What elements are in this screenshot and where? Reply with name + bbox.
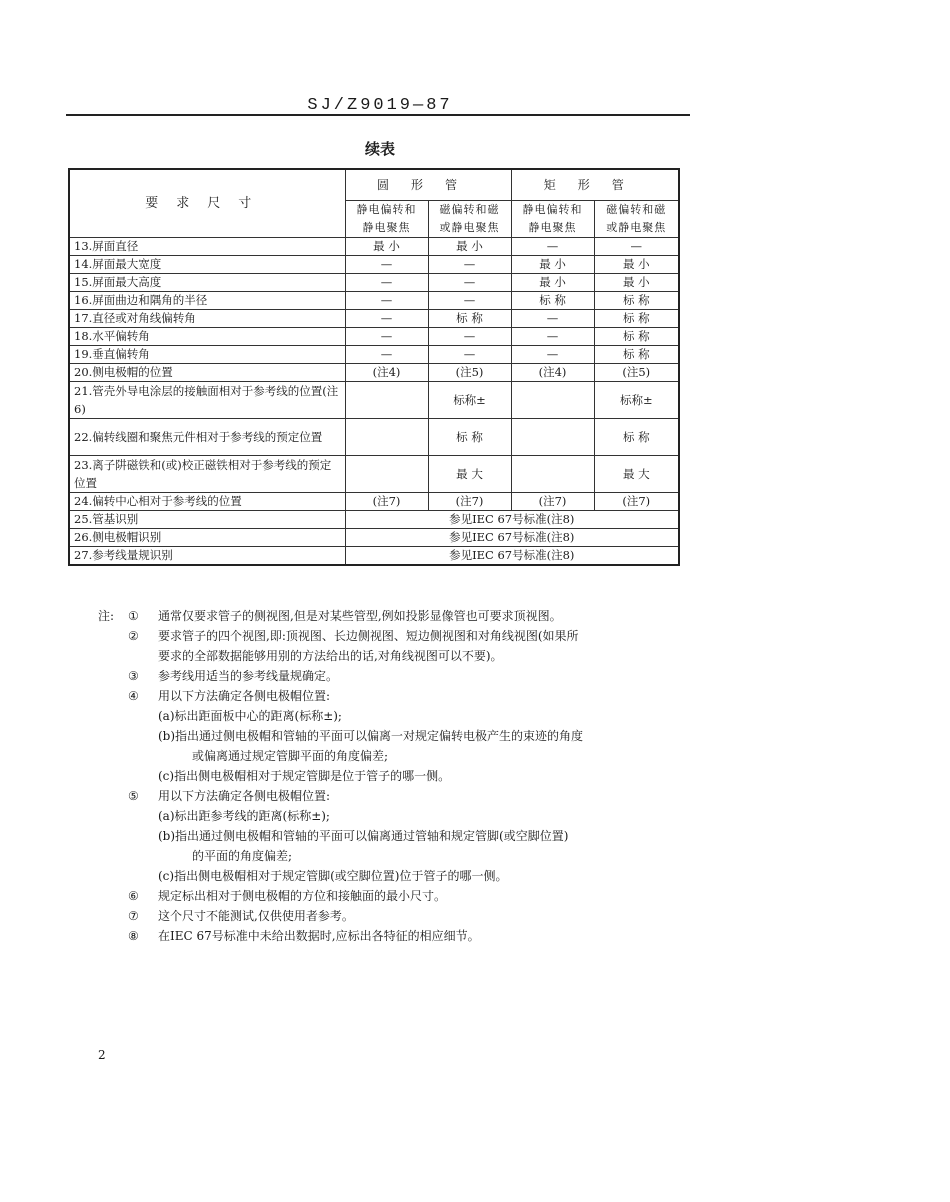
table-cell bbox=[345, 382, 428, 419]
note-4-item-b-continuation: 或偏离通过规定管脚平面的角度偏差; bbox=[192, 749, 389, 763]
requirement-label: 27.参考线量规识别 bbox=[69, 547, 345, 566]
page-number: 2 bbox=[98, 1048, 106, 1062]
table-cell bbox=[345, 419, 428, 456]
table-cell: 最 小 bbox=[511, 274, 594, 292]
requirement-label: 14.屏面最大宽度 bbox=[69, 256, 345, 274]
table-cell: — bbox=[511, 238, 594, 256]
table-cell: (注5) bbox=[428, 364, 511, 382]
table-cell: — bbox=[345, 346, 428, 364]
note-2 bbox=[98, 626, 698, 646]
note-5-item-c: (c)指出侧电极帽相对于规定管脚(或空脚位置)位于管子的哪一侧。 bbox=[158, 869, 508, 883]
table-cell: — bbox=[428, 346, 511, 364]
subheader-cell bbox=[345, 201, 428, 238]
table-row bbox=[69, 238, 679, 256]
note-text: 用以下方法确定各侧电极帽位置: bbox=[158, 789, 331, 803]
table-cell: 标 称 bbox=[428, 310, 511, 328]
note-marker: ⑥ bbox=[128, 889, 139, 903]
note-text: 这个尺寸不能测试,仅供使用者参考。 bbox=[158, 909, 354, 923]
table-row bbox=[69, 493, 679, 511]
table-cell: (注5) bbox=[594, 364, 679, 382]
table-cell: — bbox=[511, 310, 594, 328]
note-4-item-c: (c)指出侧电极帽相对于规定管脚是位于管子的哪一侧。 bbox=[158, 769, 451, 783]
table-cell: 标 称 bbox=[594, 419, 679, 456]
table-row bbox=[69, 456, 679, 493]
table-cell: 标称± bbox=[594, 382, 679, 419]
table-cell: 最 小 bbox=[594, 274, 679, 292]
notes-label: 注: bbox=[98, 609, 115, 623]
table-cell: — bbox=[345, 310, 428, 328]
table-row bbox=[69, 256, 679, 274]
table-cell: 标 称 bbox=[594, 310, 679, 328]
note-8 bbox=[98, 926, 698, 946]
table-cell: — bbox=[428, 328, 511, 346]
table-cell: (注7) bbox=[428, 493, 511, 511]
document-code: SJ/Z9019—87 bbox=[307, 96, 453, 115]
header-rule bbox=[66, 114, 690, 116]
table-row bbox=[69, 419, 679, 456]
note-4-item-a: (a)标出距面板中心的距离(标称±); bbox=[158, 709, 342, 723]
note-7 bbox=[98, 906, 698, 926]
table-row bbox=[69, 346, 679, 364]
subheader-line: 静电聚焦 bbox=[362, 221, 411, 234]
requirement-label: 17.直径或对角线偏转角 bbox=[69, 310, 345, 328]
table-row bbox=[69, 382, 679, 419]
note-1 bbox=[98, 606, 698, 626]
table-cell: — bbox=[594, 238, 679, 256]
spec-table bbox=[68, 168, 680, 566]
subheader-line: 磁偏转和磁 bbox=[439, 203, 500, 216]
requirement-label: 24.偏转中心相对于参考线的位置 bbox=[69, 493, 345, 511]
table-cell: 标 称 bbox=[428, 419, 511, 456]
table-row bbox=[69, 364, 679, 382]
table-row bbox=[69, 547, 679, 566]
subheader-line: 或静电聚焦 bbox=[606, 221, 667, 234]
table-cell: — bbox=[428, 274, 511, 292]
requirement-label: 16.屏面曲边和隅角的半径 bbox=[69, 292, 345, 310]
subheader-line: 或静电聚焦 bbox=[439, 221, 500, 234]
note-marker: ③ bbox=[128, 669, 139, 683]
table-cell: (注7) bbox=[594, 493, 679, 511]
table-cell: — bbox=[428, 292, 511, 310]
table-title: 续表 bbox=[364, 140, 395, 158]
table-cell: 最 大 bbox=[594, 456, 679, 493]
table-cell: — bbox=[428, 256, 511, 274]
note-text: 参考线用适当的参考线量规确定。 bbox=[158, 669, 339, 683]
note-5-item-a: (a)标出距参考线的距离(标称±); bbox=[158, 809, 330, 823]
notes-section bbox=[98, 606, 698, 946]
subheader-line: 静电偏转和 bbox=[356, 203, 417, 216]
table-cell: 标 称 bbox=[511, 292, 594, 310]
table-cell: (注4) bbox=[345, 364, 428, 382]
table-cell: — bbox=[345, 328, 428, 346]
table-cell: 标 称 bbox=[594, 346, 679, 364]
table-cell: 标 称 bbox=[594, 328, 679, 346]
requirement-label: 19.垂直偏转角 bbox=[69, 346, 345, 364]
table-cell: 最 小 bbox=[594, 256, 679, 274]
note-5-item-b: (b)指出通过侧电极帽和管轴的平面可以偏离通过管轴和规定管脚(或空脚位置) bbox=[158, 829, 569, 843]
note-text: 用以下方法确定各侧电极帽位置: bbox=[158, 689, 331, 703]
note-text: 要求管子的四个视图,即:顶视图、长边侧视图、短边侧视图和对角线视图(如果所 bbox=[158, 629, 579, 643]
group-rect-header: 矩形管 bbox=[511, 169, 679, 201]
note-5-item-b-continuation: 的平面的角度偏差; bbox=[192, 849, 293, 863]
requirement-label: 18.水平偏转角 bbox=[69, 328, 345, 346]
table-cell: (注7) bbox=[511, 493, 594, 511]
requirement-label: 26.侧电极帽识别 bbox=[69, 529, 345, 547]
table-cell bbox=[345, 456, 428, 493]
span-cell: 参见IEC 67号标准(注8) bbox=[345, 547, 679, 566]
table-row bbox=[69, 310, 679, 328]
note-text: 规定标出相对于侧电极帽的方位和接触面的最小尺寸。 bbox=[158, 889, 447, 903]
table-row bbox=[69, 274, 679, 292]
requirement-label: 20.侧电极帽的位置 bbox=[69, 364, 345, 382]
table-cell: — bbox=[345, 292, 428, 310]
subheader-line: 静电偏转和 bbox=[522, 203, 583, 216]
note-5 bbox=[98, 786, 698, 806]
subheader-line: 静电聚焦 bbox=[528, 221, 577, 234]
requirement-label: 22.偏转线圈和聚焦元件相对于参考线的预定位置 bbox=[69, 419, 345, 456]
note-marker: ⑤ bbox=[128, 789, 139, 803]
table-header-row bbox=[69, 169, 679, 201]
note-4-item-b: (b)指出通过侧电极帽和管轴的平面可以偏离一对规定偏转电极产生的束迹的角度 bbox=[158, 729, 584, 743]
table-cell bbox=[511, 382, 594, 419]
note-marker: ① bbox=[128, 609, 139, 623]
note-3 bbox=[98, 666, 698, 686]
requirement-label: 21.管壳外导电涂层的接触面相对于参考线的位置(注6) bbox=[69, 382, 345, 419]
table-cell: — bbox=[345, 256, 428, 274]
note-marker: ⑦ bbox=[128, 909, 139, 923]
table-cell: — bbox=[511, 328, 594, 346]
table-cell: 最 小 bbox=[511, 256, 594, 274]
subheader-line: 磁偏转和磁 bbox=[606, 203, 667, 216]
note-2-continuation: 要求的全部数据能够用别的方法给出的话,对角线视图可以不要)。 bbox=[158, 649, 503, 663]
table-cell: 最 小 bbox=[345, 238, 428, 256]
table-cell: 最 大 bbox=[428, 456, 511, 493]
span-cell: 参见IEC 67号标准(注8) bbox=[345, 511, 679, 529]
table-row bbox=[69, 511, 679, 529]
note-marker: ④ bbox=[128, 689, 139, 703]
table-cell bbox=[511, 456, 594, 493]
requirement-label: 15.屏面最大高度 bbox=[69, 274, 345, 292]
subheader-cell bbox=[428, 201, 511, 238]
subheader-cell bbox=[594, 201, 679, 238]
span-cell: 参见IEC 67号标准(注8) bbox=[345, 529, 679, 547]
requirement-label: 25.管基识别 bbox=[69, 511, 345, 529]
note-marker: ② bbox=[128, 629, 139, 643]
note-text: 通常仅要求管子的侧视图,但是对某些管型,例如投影显像管也可要求顶视图。 bbox=[158, 609, 562, 623]
table-cell bbox=[511, 419, 594, 456]
requirement-label: 13.屏面直径 bbox=[69, 238, 345, 256]
table-cell: — bbox=[511, 346, 594, 364]
table-cell: 标 称 bbox=[594, 292, 679, 310]
table-cell: — bbox=[345, 274, 428, 292]
table-row bbox=[69, 529, 679, 547]
group-round-header: 圆形管 bbox=[345, 169, 511, 201]
table-cell: 最 小 bbox=[428, 238, 511, 256]
table-row bbox=[69, 328, 679, 346]
requirement-header: 要求尺寸 bbox=[69, 169, 345, 238]
note-marker: ⑧ bbox=[128, 929, 139, 943]
table-cell: (注4) bbox=[511, 364, 594, 382]
note-text: 在IEC 67号标准中未给出数据时,应标出各特征的相应细节。 bbox=[158, 929, 480, 943]
note-6 bbox=[98, 886, 698, 906]
table-row bbox=[69, 292, 679, 310]
subheader-cell bbox=[511, 201, 594, 238]
requirement-label: 23.离子阱磁铁和(或)校正磁铁相对于参考线的预定位置 bbox=[69, 456, 345, 493]
note-4 bbox=[98, 686, 698, 706]
table-cell: 标称± bbox=[428, 382, 511, 419]
table-cell: (注7) bbox=[345, 493, 428, 511]
